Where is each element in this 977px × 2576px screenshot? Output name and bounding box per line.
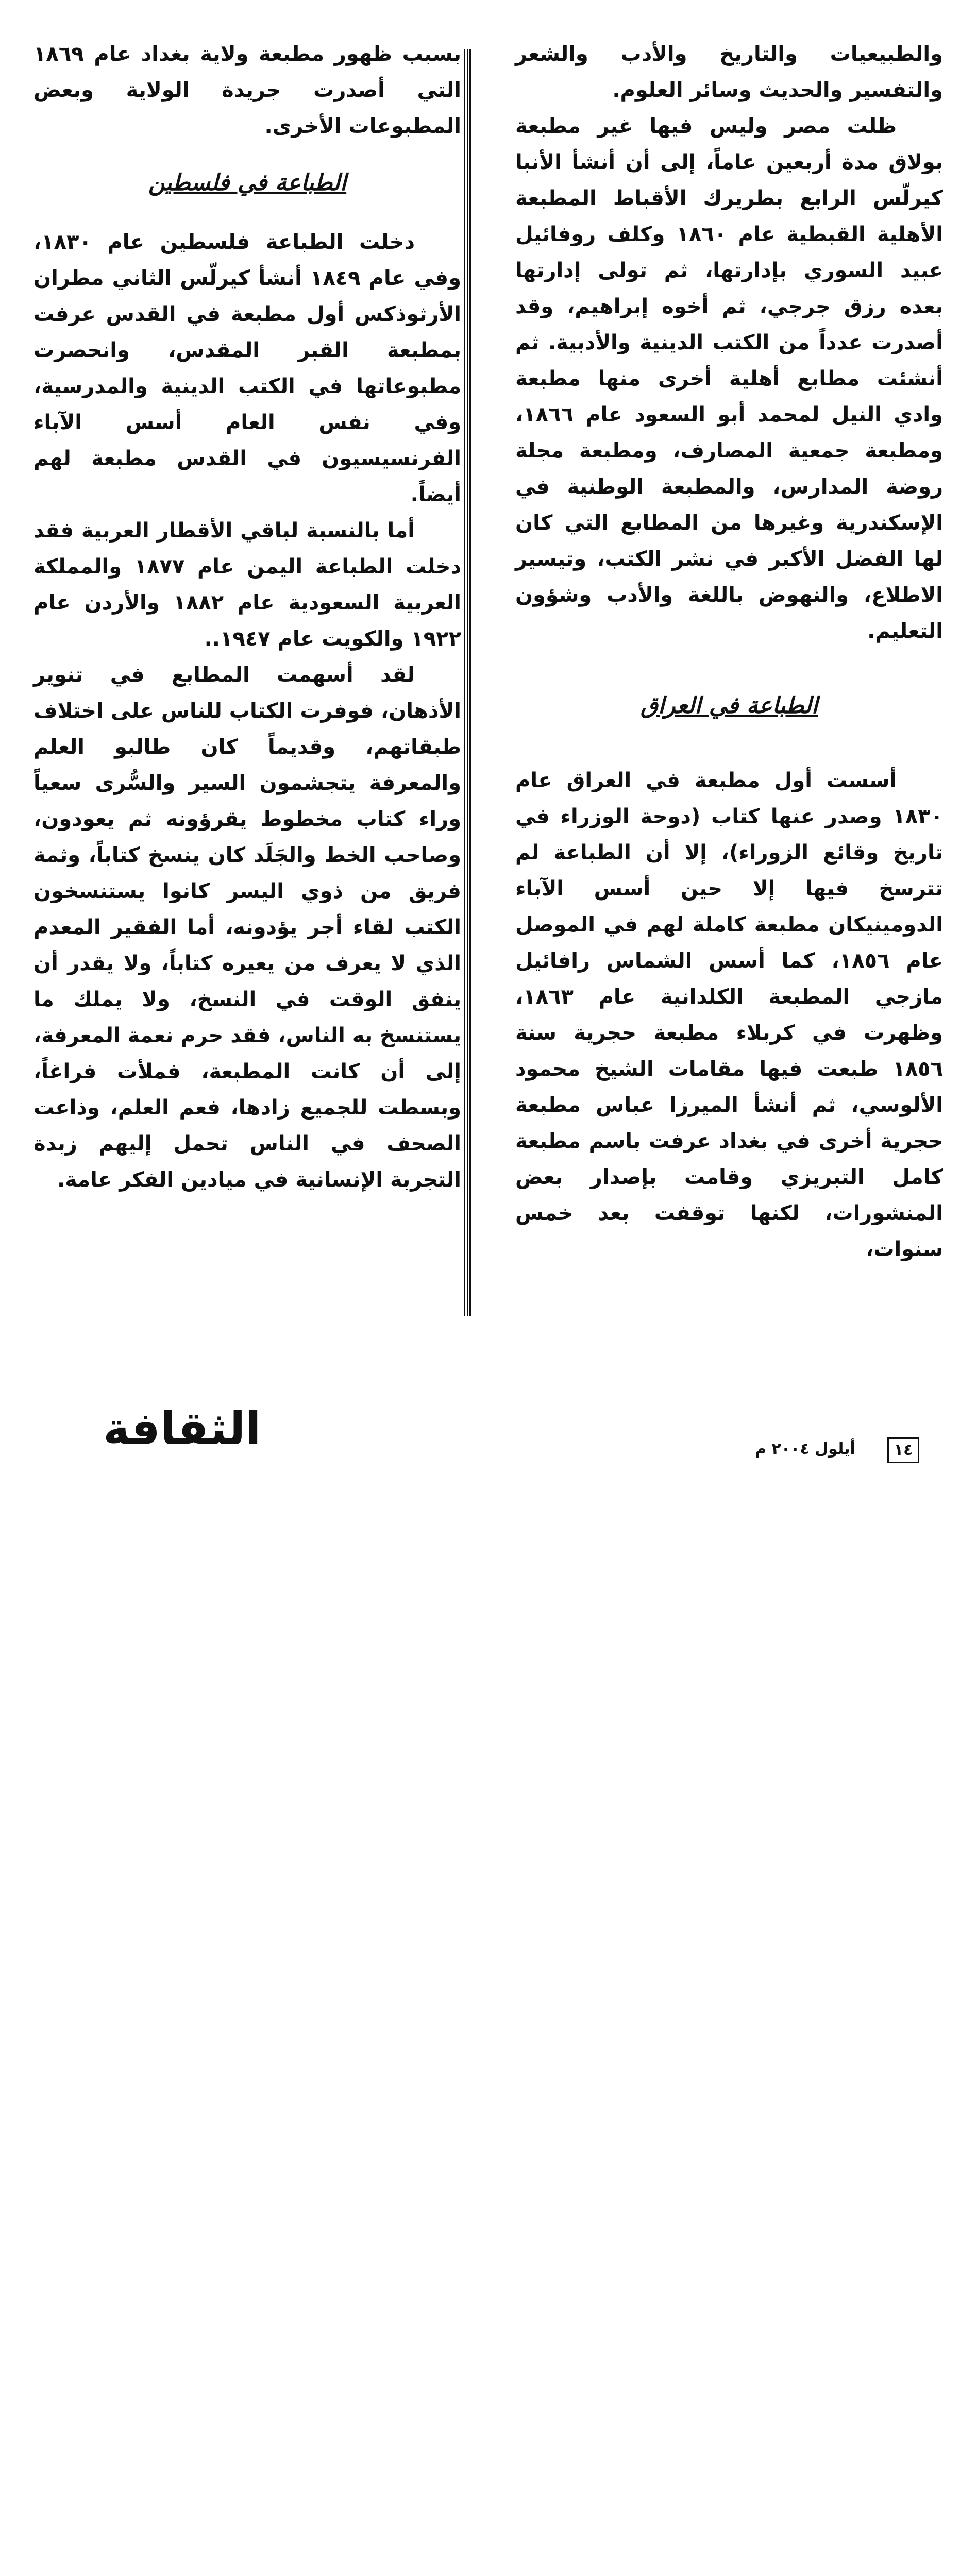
issue-date: أيلول ٢٠٠٤ م bbox=[755, 1440, 855, 1458]
column-divider bbox=[464, 49, 471, 1316]
right-column bbox=[515, 36, 943, 1267]
section-heading-palestine: الطباعة في فلسطين bbox=[148, 170, 347, 196]
paragraph: أسست أول مطبعة في العراق عام ١٨٣٠ وصدر عنها كتاب (دوحة الوزراء في تاريخ وقائع الزوراء)، إلا أن الطباعة لم تترسخ فيها إلا حين أسس الآباء الدومينيكان مطبعة كاملة لهم في الموصل عام ١٨٥٦، كما أسس الشماس رافائيل مازجي المطبعة الكلدانية عام ١٨٦٣، وظهرت في كربلاء مطبعة حجرية سنة ١٨٥٦ طبعت فيها مقامات الشيخ محمود الألوسي، ثم أنشأ الميرزا عباس مطبعة حجرية أخرى في بغداد عرفت باسم مطبعة كامل التبريزي وقامت بإصدار بعض المنشورات، لكنها توقفت بعد خمس سنوات، bbox=[515, 769, 943, 1261]
paragraph: أما بالنسبة لباقي الأقطار العربية فقد دخلت الطباعة اليمن عام ١٨٧٧ والمملكة العربية السعودية عام ١٨٨٢ والأردن عام ١٩٢٢ والكويت عام ١٩٤٧.. bbox=[33, 519, 462, 651]
paragraph: بسبب ظهور مطبعة ولاية بغداد عام ١٨٦٩ التي أصدرت جريدة الولاية وبعض المطبوعات الأخرى. bbox=[33, 42, 461, 138]
paragraph: والطبيعيات والتاريخ والأدب والشعر والتفسير والحديث وسائر العلوم. bbox=[515, 42, 943, 102]
paragraph: ظلت مصر وليس فيها غير مطبعة بولاق مدة أربعين عاماً، إلى أن أنشأ الأنبا كيرلّس الرابع بطريرك الأقباط المطبعة الأهلية القبطية عام ١٨٦٠ وكلف روفائيل عبيد السوري بإدارتها، ثم تولى إدارتها بعده رزق جرجي، ثم أخوه إبراهيم، وقد أصدرت عدداً من الكتب الدينية والأدبية. ثم أنشئت مطابع أهلية أخرى منها مطبعة وادي النيل لمحمد أبو السعود عام ١٨٦٦، ومطبعة جمعية المصارف، ومطبعة مجلة روضة المدارس، والمطبعة الوطنية في الإسكندرية وغيرها من المطابع التي كان لها الفضل الأكبر في نشر الكتب، وتيسير الاطلاع، والنهوض باللغة والأدب وشؤون التعليم. bbox=[515, 114, 944, 643]
left-column bbox=[33, 36, 461, 1198]
page-number: ١٤ bbox=[887, 1437, 919, 1463]
paragraph: لقد أسهمت المطابع في تنوير الأذهان، فوفرت الكتاب للناس على اختلاف طبقاتهم، وقديماً كان طالبو العلم والمعرفة يتجشمون السير والسُّرى سعياً وراء كتاب مخطوط يقرؤونه ثم يعودون، وصاحب الخط والجَلَد كان ينسخ كتاباً، وثمة فريق من ذوي اليسر كانوا يستنسخون الكتب لقاء أجر يؤدونه، أما الفقير المعدم الذي لا يعرف من يعيره كتاباً، ولا يقدر أن ينفق الوقت في النسخ، ولا يملك ما يستنسخ به الناس، فقد حرم نعمة المعرفة، إلى أن كانت المطبعة، فملأت فراغاً، وبسطت للجميع زادها، فعم العلم، وذاعت الصحف في الناس تحمل إليهم زبدة التجربة الإنسانية في ميادين الفكر عامة. bbox=[33, 663, 461, 1192]
magazine-logo: الثقافة bbox=[103, 1402, 261, 1455]
paragraph: دخلت الطباعة فلسطين عام ١٨٣٠، وفي عام ١٨٤٩ أنشأ كيرلّس الثاني مطران الأرثوذكس أول مطبعة في القدس عرفت بمطبعة القبر المقدس، وانحصرت مطبوعاتها في الكتب الدينية والمدرسية، وفي نفس العام أسس الآباء الفرنسيسيون في القدس مطبعة لهم أيضاً. bbox=[33, 230, 461, 506]
section-heading-iraq: الطباعة في العراق bbox=[640, 692, 818, 719]
